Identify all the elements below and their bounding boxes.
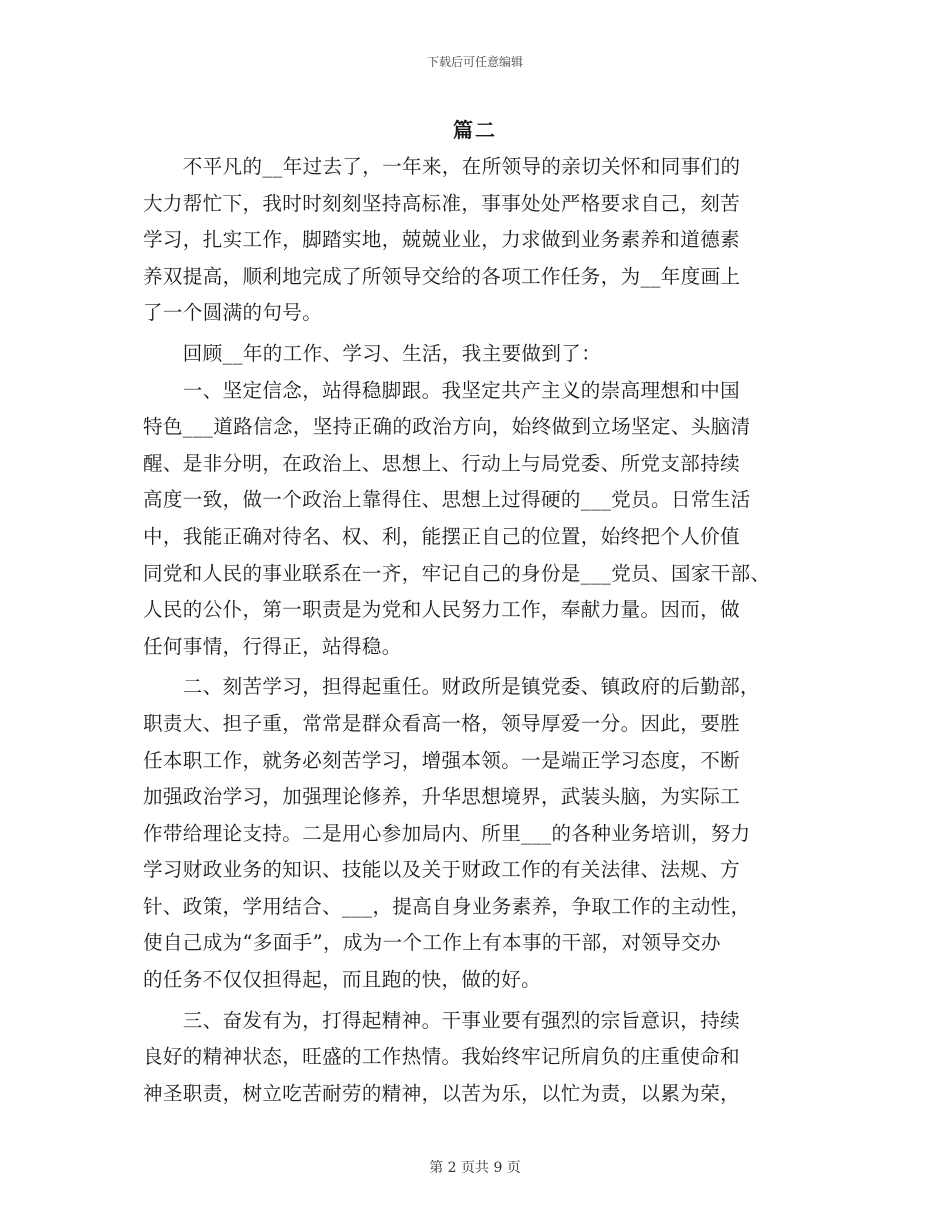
text-line: 了一个圆满的句号。 (143, 301, 323, 325)
text-line: 职责大、担子重，常常是群众看高一格，领导厚爱一分。因此，要胜 (143, 711, 741, 735)
text-line: 回顾__年的工作、学习、生活，我主要做到了： (143, 341, 602, 365)
text-line: 学习财政业务的知识、技能以及关于财政工作的有关法律、法规、方 (143, 858, 741, 882)
text-line: 三、奋发有为，打得起精神。干事业要有强烈的宗旨意识，持续 (143, 1008, 741, 1032)
text-line: 同党和人民的事业联系在一齐，牢记自己的身份是___党员、国家干部、 (143, 561, 771, 585)
text-line: 二、刻苦学习，担得起重任。财政所是镇党委、镇政府的后勤部， (143, 675, 760, 699)
text-line: 特色___道路信念，坚持正确的政治方向，始终做到立场坚定、头脑清 (143, 415, 751, 439)
page-header: 下载后可任意编辑 (426, 55, 523, 69)
document-title: 篇二 (453, 118, 497, 142)
text-line: 不平凡的__年过去了，一年来，在所领导的亲切关怀和同事们的 (143, 155, 741, 178)
text-line: 大力帮忙下，我时时刻刻坚持高标准，事事处处严格要求自己，刻苦 (143, 191, 741, 215)
text-line: 加强政治学习，加强理论修养，升华思想境界，武装头脑，为实际工 (143, 785, 741, 809)
text-line: 任何事情，行得正，站得稳。 (143, 634, 402, 658)
text-line: 一、坚定信念，站得稳脚跟。我坚定共产主义的崇高理想和中国 (143, 378, 741, 402)
text-line: 人民的公仆，第一职责是为党和人民努力工作，奉献力量。因而，做 (143, 598, 741, 622)
text-line: 任本职工作，就务必刻苦学习，增强本领。一是端正学习态度，不断 (143, 748, 741, 772)
text-line: 的任务不仅仅担得起，而且跑的快，做的好。 (143, 968, 542, 992)
text-line: 养双提高，顺利地完成了所领导交给的各项工作任务，为__年度画上 (143, 264, 741, 288)
text-line: 学习，扎实工作，脚踏实地，兢兢业业，力求做到业务素养和道德素 (143, 228, 741, 252)
text-line: 良好的精神状态，旺盛的工作热情。我始终牢记所肩负的庄重使命和 (143, 1045, 741, 1069)
text-line: 神圣职责，树立吃苦耐劳的精神，以苦为乐，以忙为责，以累为荣， (143, 1081, 741, 1105)
text-line: 中，我能正确对待名、权、利，能摆正自己的位置，始终把个人价值 (143, 524, 741, 548)
text-line: 针、政策，学用结合、___，提高自身业务素养，争取工作的主动性， (143, 894, 751, 918)
document-body (143, 149, 803, 1112)
text-line: 高度一致，做一个政治上靠得住、思想上过得硬的___党员。日常生活 (143, 488, 751, 512)
page-footer: 第 2 页共 9 页 (429, 1160, 521, 1176)
text-line: 作带给理论支持。二是用心参加局内、所里___的各种业务培训，努力 (143, 821, 751, 845)
text-line: 使自己成为“多面手”，成为一个工作上有本事的干部，对领导交办 (143, 931, 721, 955)
text-line: 醒、是非分明，在政治上、思想上、行动上与局党委、所党支部持续 (143, 451, 741, 475)
